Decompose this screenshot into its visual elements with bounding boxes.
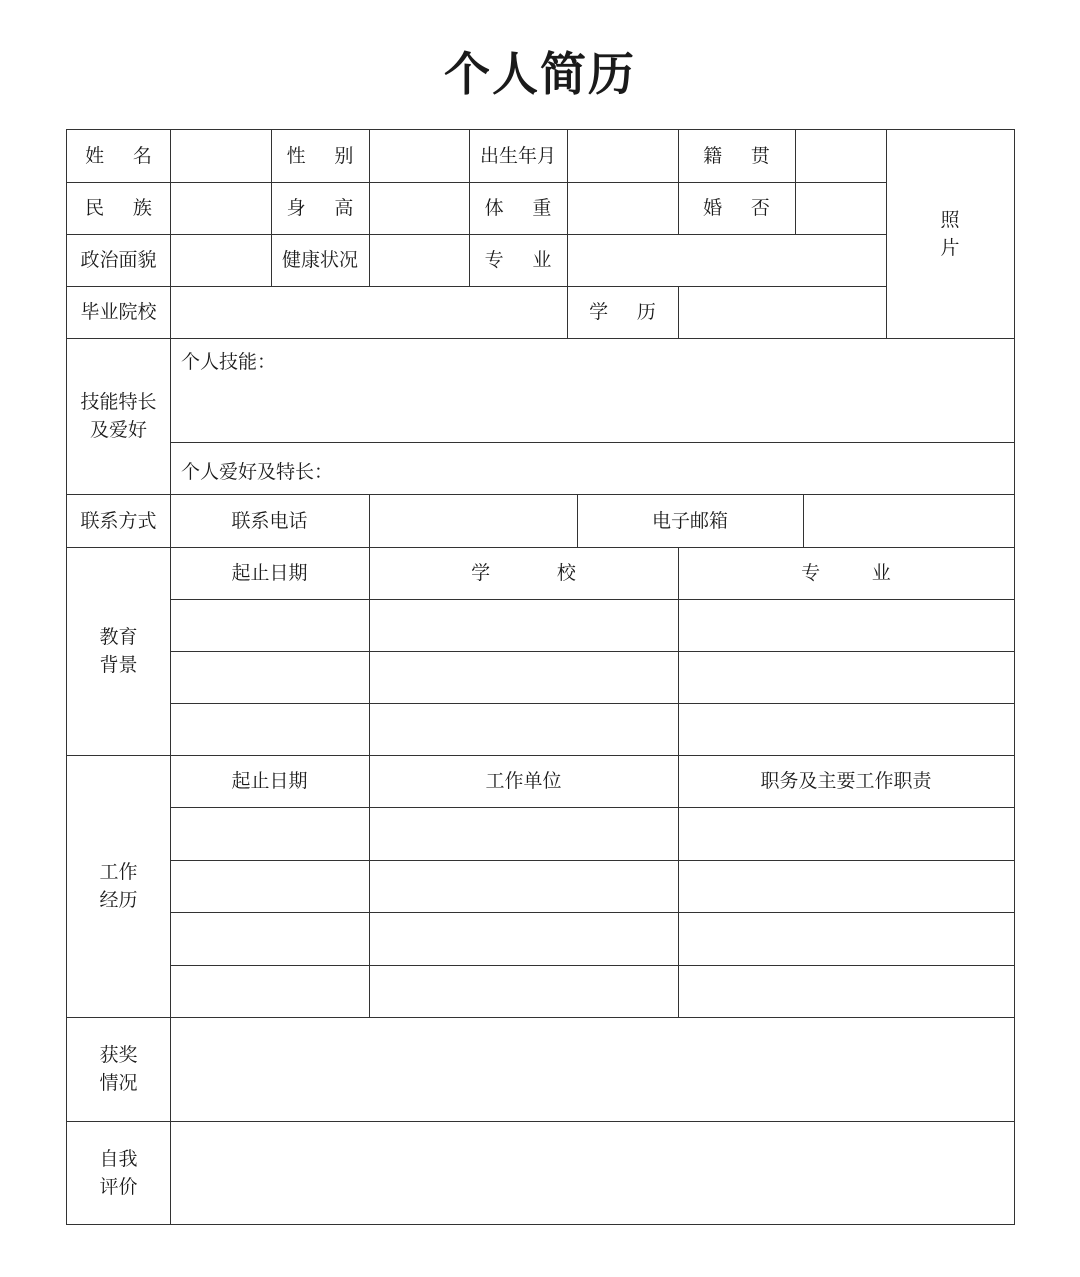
photo-box[interactable] (887, 130, 1014, 338)
name-label: 姓 名 (85, 145, 164, 167)
degree-label: 学 历 (589, 301, 668, 323)
degree-field[interactable] (679, 286, 886, 338)
awards-field[interactable] (171, 1017, 1014, 1121)
birth-field[interactable] (568, 130, 678, 182)
education-row[interactable] (171, 651, 1014, 703)
work-header-employer: 工作单位 (485, 770, 562, 792)
major-field[interactable] (568, 234, 886, 286)
personal-skills-label: 个人技能： (181, 351, 277, 373)
native-place-field[interactable] (796, 130, 886, 182)
birth-label: 出生年月 (479, 145, 556, 167)
work-section-label: 工作 经历 (99, 861, 138, 911)
education-row[interactable] (171, 599, 1014, 651)
self-evaluation-field[interactable] (171, 1121, 1014, 1224)
education-section-label: 教育 背景 (99, 626, 138, 676)
work-header-duties: 职务及主要工作职责 (760, 770, 932, 792)
education-row[interactable] (171, 703, 1014, 755)
email-field[interactable] (804, 494, 1014, 547)
phone-field[interactable] (370, 494, 577, 547)
education-header-major: 专 业 (801, 562, 914, 584)
name-field[interactable] (171, 130, 271, 182)
email-label: 电子邮箱 (651, 509, 728, 532)
education-header-school: 学 校 (471, 562, 607, 584)
work-row[interactable] (171, 912, 1014, 965)
political-status-label: 政治面貌 (80, 249, 157, 271)
height-label: 身 高 (286, 197, 365, 219)
work-row[interactable] (171, 860, 1014, 912)
political-status-field[interactable] (171, 234, 271, 286)
school-label: 毕业院校 (80, 301, 157, 323)
work-header-date: 起止日期 (231, 770, 308, 792)
hobbies-label: 个人爱好及特长： (181, 461, 334, 483)
ethnicity-field[interactable] (171, 182, 271, 234)
marital-field[interactable] (796, 182, 886, 234)
native-place-label: 籍 贯 (703, 145, 782, 167)
hobbies-field[interactable] (171, 442, 1014, 494)
work-row[interactable] (171, 965, 1014, 1017)
page-title: 个人简历 (444, 47, 636, 101)
marital-label: 婚 否 (703, 197, 782, 219)
weight-label: 体 重 (484, 197, 563, 219)
education-header-date: 起止日期 (231, 562, 308, 584)
awards-section-label: 获奖 情况 (99, 1044, 138, 1094)
major-label: 专 业 (484, 249, 563, 271)
school-field[interactable] (171, 286, 567, 338)
personal-skills-field[interactable] (171, 338, 1014, 442)
photo-label: 照 片 (940, 209, 960, 259)
contact-section-label: 联系方式 (80, 509, 157, 532)
work-row[interactable] (171, 807, 1014, 860)
gender-field[interactable] (370, 130, 469, 182)
skills-section-label: 技能特长 及爱好 (80, 391, 157, 441)
resume-form (66, 129, 1015, 1225)
self-evaluation-section-label: 自我 评价 (99, 1147, 138, 1198)
gender-label: 性 别 (286, 145, 365, 167)
health-label: 健康状况 (281, 249, 358, 271)
health-field[interactable] (370, 234, 469, 286)
height-field[interactable] (370, 182, 469, 234)
weight-field[interactable] (568, 182, 678, 234)
ethnicity-label: 民 族 (85, 197, 164, 219)
phone-label: 联系电话 (231, 509, 308, 532)
